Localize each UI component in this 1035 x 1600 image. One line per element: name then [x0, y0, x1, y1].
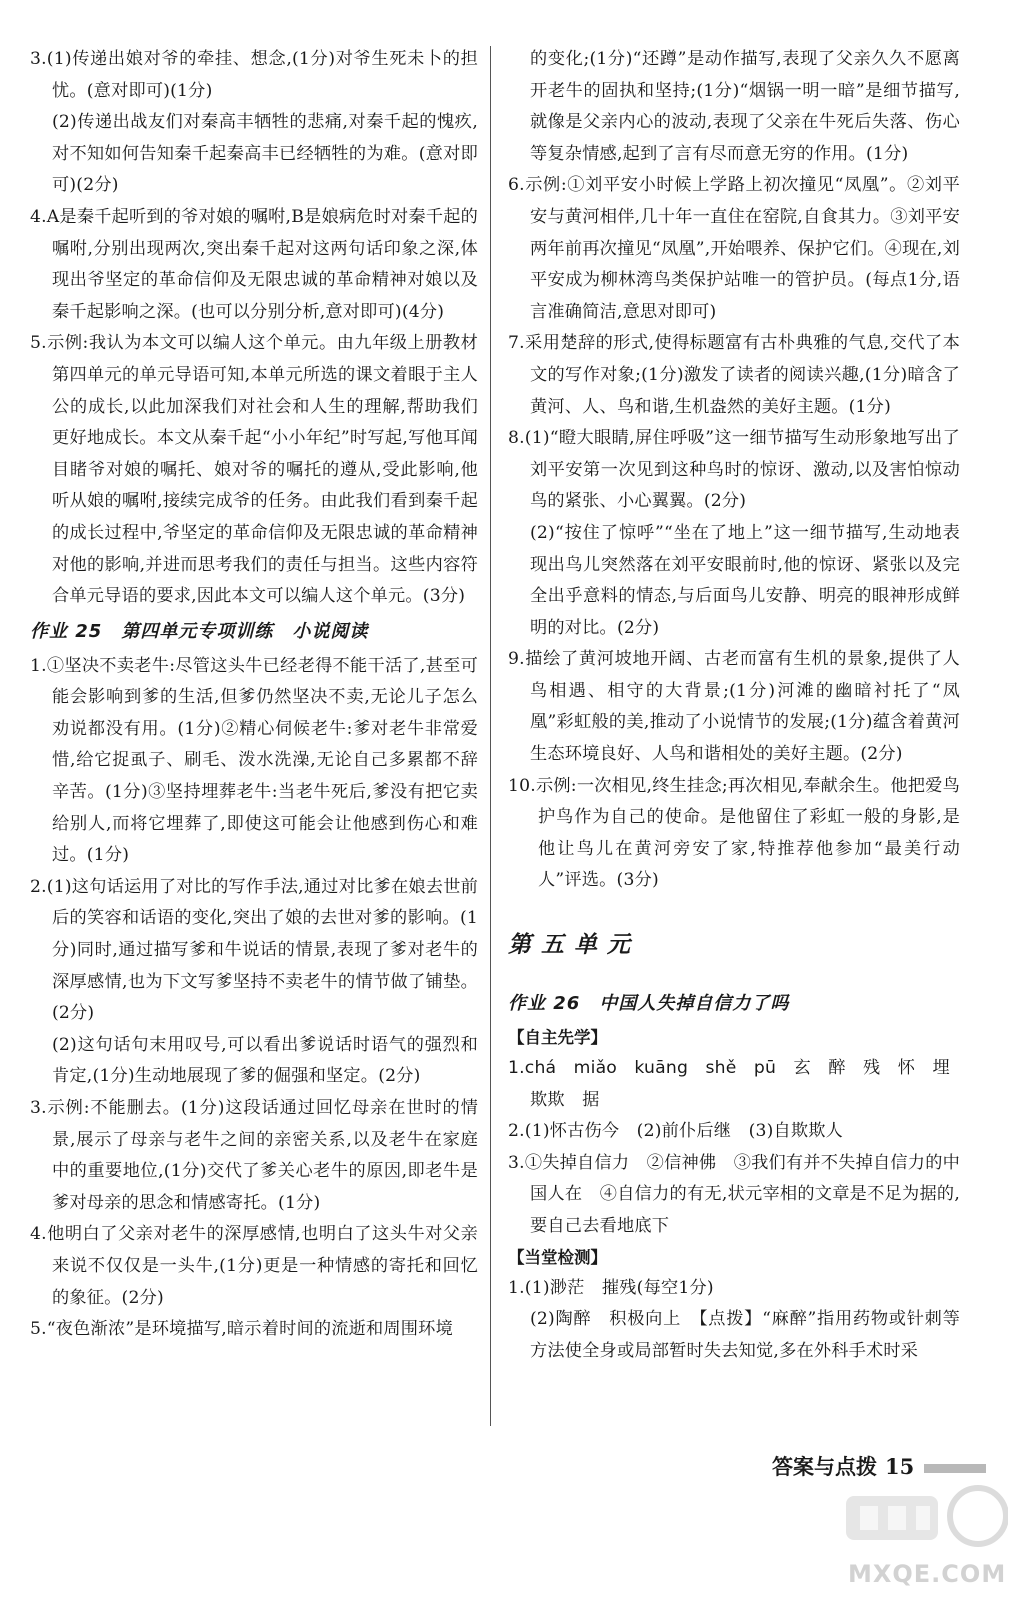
hw25-answer-2-2: (2)这句话句末用叹号,可以看出爹说话时语气的强烈和肯定,(1分)生动地展现了爹的倔强和坚定。(2分) — [52, 1034, 478, 1087]
hw25-answer-5-cont: 的变化;(1分)“还蹲”是动作描写,表现了父亲久久不愿离开老牛的固执和坚持;(1分)“烟锅一明一暗”是细节描写,就像是父亲内心的波动,表现了父亲在牛死后失落、伤心等复杂情感,起到了言有尽而意无穷的作用。(1分) — [530, 49, 960, 164]
hw25-answer-4: 4.他明白了父亲对老牛的深厚感情,也明白了这头牛对父亲来说不仅仅是一头牛,(1分)更是一种情感的寄托和回忆的象征。(2分) — [30, 1224, 478, 1308]
page-number: 15 — [885, 1454, 915, 1479]
watermark-text: MXQE.COM — [848, 1560, 1007, 1588]
self-study-1-line1 — [508, 1053, 960, 1085]
footer-label: 答案与点拨 — [772, 1455, 877, 1479]
hw25-answer-8-2: (2)“按住了惊呼”“坐在了地上”这一细节描写,生动地表现出鸟儿突然落在刘平安眼前时,他的惊讶、紧张以及完全出乎意料的情态,与后面鸟儿安静、明亮的眼神形成鲜明的对比。(2分) — [530, 522, 960, 638]
hw25-answer-1: 1.①坚决不卖老牛:尽管这头牛已经老得不能干活了,甚至可能会影响到爹的生活,但爹仍然坚决不卖,无论儿子怎么劝说都没有用。(1分)②精心伺候老牛:爹对老牛非常爱惜,给它捉虱子、刷毛、泼水洗澡,无论自己多累都不辞辛苦。(1分)③坚持埋葬老牛:当老牛死后,爹没有把它卖给别人,而将它埋葬了,即使这可能会让他感到伤心和难过。(1分) — [30, 655, 478, 866]
column-divider — [490, 46, 491, 1426]
unit-5-title: 第五单元 — [508, 932, 640, 959]
hw25-answer-2-1: 2.(1)这句话运用了对比的写作手法,通过对比爹在娘去世前后的笑容和话语的变化,突出了娘的去世对爹的影响。(1分)同时,通过描写爹和牛说话的情景,表现了爹对老牛的深厚感情,也为下文写爹坚持不卖老牛的情节做了铺垫。(2分) — [30, 876, 478, 1024]
self-study-2: 2.(1)怀古伤今 (2)前仆后继 (3)自欺欺人 — [508, 1121, 844, 1142]
left-column — [30, 44, 478, 1346]
hw25-answer-5-start: 5.“夜色渐浓”是环境描写,暗示着时间的流逝和周围环境 — [30, 1319, 453, 1340]
homework-26-title: 作业 26 中国人失掉自信力了吗 — [508, 993, 790, 1015]
hw25-answer-10: 10.示例:一次相见,终生挂念;再次相见,奉献余生。他把爱鸟护鸟作为自己的使命。是他留住了彩虹一般的身影,是他让鸟儿在黄河旁安了家,特推荐他参加“最美行动人”评选。(3分) — [508, 775, 960, 891]
answer-5: 5.示例:我认为本文可以编人这个单元。由九年级上册教材第四单元的单元导语可知,本单元所选的课文着眼于主人公的成长,以此加深我们对社会和人生的理解,帮助我们更好地成长。本文从秦千起“小小年纪”时写起,写他耳闻目睹爷对娘的嘱托、娘对爷的嘱托的遵从,受此影响,他听从娘的嘱咐,接续完成爷的任务。由此我们看到秦千起的成长过程中,爷坚定的革命信仰及无限忠诚的革命精神对他的影响,并进而思考我们的责任与担当。这些内容符合单元导语的要求,因此本文可以编人这个单元。(3分) — [30, 333, 478, 607]
answer-4: 4.A是秦千起听到的爷对娘的嘱咐,B是娘病危时对秦千起的嘱咐,分别出现两次,突出秦千起对这两句话印象之深,体现出爷坚定的革命信仰及无限忠诚的革命精神对娘以及秦千起影响之深。(也可以分别分析,意对即可)(4分) — [30, 206, 478, 322]
hw25-answer-3: 3.示例:不能删去。(1分)这段话通过回忆母亲在世时的情景,展示了母亲与老牛之间的亲密关系,以及老牛在家庭中的重要地位,(1分)交代了爹关心老牛的原因,即老牛是爹对母亲的思念和情感寄托。(1分) — [30, 1098, 478, 1213]
self-study-label: 【自主先学】 — [508, 1028, 607, 1048]
answer-3-1: 3.(1)传递出娘对爷的牵挂、想念,(1分)对爷生死未卜的担忧。(意对即可)(1分) — [30, 49, 478, 101]
hw25-answer-7: 7.采用楚辞的形式,使得标题富有古朴典雅的气息,交代了本文的写作对象;(1分)激发了读者的阅读兴趣,(1分)暗含了黄河、人、鸟和谐,生机盎然的美好主题。(1分) — [508, 333, 960, 417]
hw25-answer-8-1: 8.(1)“瞪大眼睛,屏住呼吸”这一细节描写生动形象地写出了刘平安第一次见到这种鸟时的惊讶、激动,以及害怕惊动鸟的紧张、小心翼翼。(2分) — [508, 428, 960, 512]
self-study-3: 3.①失掉自信力 ②信神佛 ③我们有并不失掉自信力的中国人在 ④自信力的有无,状元宰相的文章是不足为据的,要自己去看地底下 — [508, 1152, 960, 1236]
homework-25-title: 作业 25 第四单元专项训练 小说阅读 — [30, 620, 369, 642]
in-class-test-label: 【当堂检测】 — [508, 1247, 607, 1267]
in-class-1-1: 1.(1)渺茫 摧残(每空1分) — [508, 1277, 714, 1298]
in-class-1-2: (2)陶醉 积极向上 【点拨】“麻醉”指用药物或针刺等方法使全身或局部暂时失去知觉,多在外科手术时采 — [530, 1309, 960, 1361]
hw25-answer-9: 9.描绘了黄河坡地开阔、古老而富有生机的景象,提供了人鸟相遇、相守的大背景;(1分)河滩的幽暗衬托了“凤凰”彩虹般的美,推动了小说情节的发展;(1分)蕴含着黄河生态环境良好、人鸟和谐相处的美好主题。(2分) — [508, 649, 960, 765]
hw25-answer-6: 6.示例:①刘平安小时候上学路上初次撞见“凤凰”。②刘平安与黄河相伴,几十年一直住在窑院,自食其力。③刘平安两年前再次撞见“凤凰”,开始喂养、保护它们。④现在,刘平安成为柳林湾鸟类保护站唯一的管护员。(每点1分,语言准确简洁,意思对即可) — [508, 175, 960, 322]
self-study-1-line2: 欺欺 据 — [530, 1089, 600, 1110]
right-column — [508, 44, 960, 1367]
answer-3-2: (2)传递出战友们对秦高丰牺牲的悲痛,对秦千起的愧疚,对不知如何告知秦千起秦高丰已经牺牲的为难。(意对即可)(2分) — [52, 112, 478, 196]
pinyin-answers: 1.chá miǎo kuāng shě pū 玄 醉 残 怀 埋 — [508, 1058, 950, 1079]
